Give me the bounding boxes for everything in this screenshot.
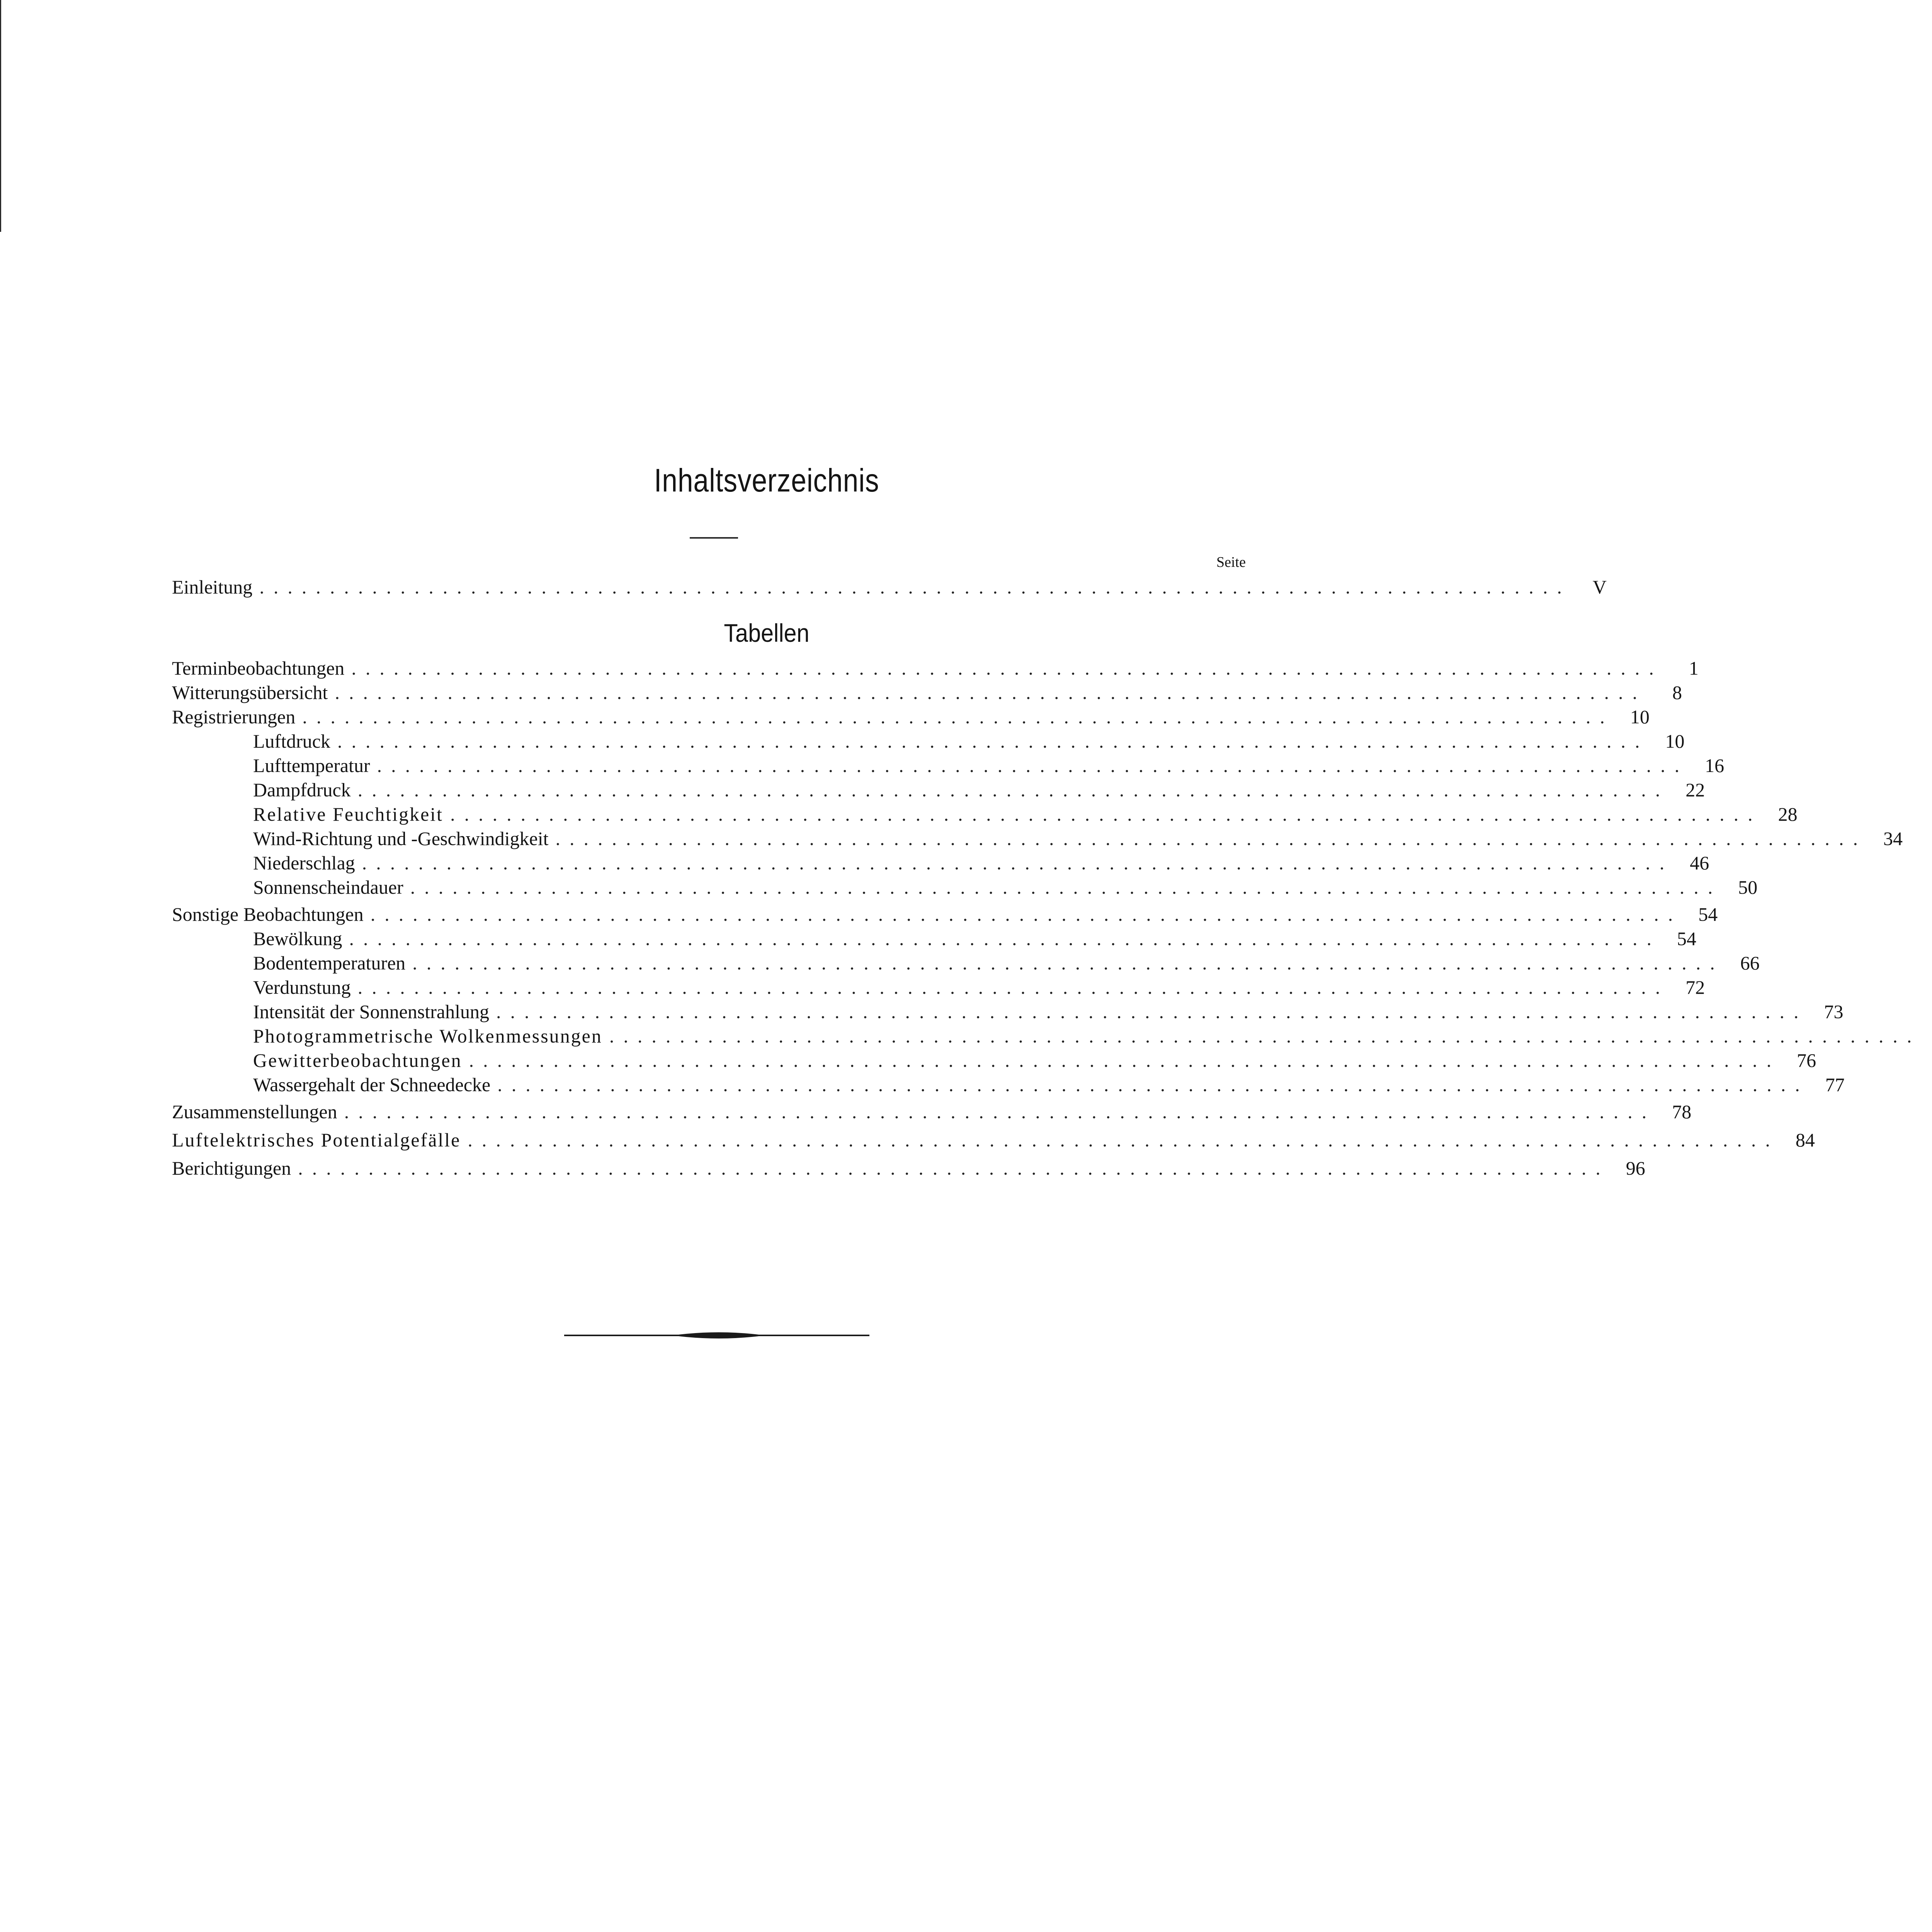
toc-entry-page: 96 [1626,1157,1645,1179]
toc-entry-label: Intensität der Sonnenstrahlung [253,1001,489,1022]
toc-subentry [253,754,1725,778]
toc-entry-label: Berichtigungen [172,1157,291,1179]
toc-entry-page: 34 [1883,828,1903,849]
toc-entry-label: Niederschlag [253,852,355,874]
toc-entry [172,657,1699,681]
title-rule [690,537,738,539]
toc-entry-page: V [1592,576,1607,598]
toc-subentry [253,852,1709,876]
toc-entry-page: 66 [1740,952,1760,974]
toc-entry-page: 54 [1698,903,1718,925]
toc-entry-label: Luftdruck [253,730,330,752]
toc-entry-label: Wassergehalt der Schneedecke [253,1074,491,1095]
toc-entry [172,681,1682,705]
leader-dots: ............................................................................................. [344,1101,1656,1122]
toc-entry-label: Verdunstung [253,976,351,998]
leader-dots: ............................................................................................. [555,828,1867,849]
page-column-label: Seite [1216,554,1246,570]
toc-entry-page: 73 [1824,1001,1844,1022]
scan-edge-mark [0,0,1,232]
leader-dots: ............................................................................................. [357,779,1670,801]
leader-dots: ............................................................................................. [349,928,1661,949]
toc-entry-page [1925,1025,1932,1047]
toc-entry-page: 84 [1795,1129,1815,1151]
toc-entry-label: Wind-Richtung und -Geschwindigkeit [253,828,549,849]
toc-subentry [253,952,1760,976]
leader-dots: ............................................................................................. [410,876,1722,898]
leader-dots: ............................................................................................. [497,1074,1809,1095]
toc-entry-label: Bodentemperaturen [253,952,406,974]
toc-subentry [253,1000,1844,1024]
leader-dots: ............................................................................................. [609,1025,1921,1047]
toc-entry-label: Witterungsübersicht [172,682,328,703]
leader-dots: ............................................................................................. [298,1157,1610,1179]
toc-entry-page: 76 [1797,1049,1816,1071]
leader-dots: ............................................................................................. [377,755,1689,776]
toc-subentry [253,927,1697,951]
leader-dots: ............................................................................................. [362,852,1674,874]
toc-entry-label: Einleitung [172,576,253,598]
toc-subentry [253,876,1758,900]
toc-entry [172,903,1718,927]
leader-dots: ............................................................................................. [496,1001,1808,1022]
toc-entry-page: 46 [1690,852,1709,874]
section-title-tabellen: Tabellen [724,619,810,647]
toc-entry [172,1157,1645,1181]
toc-entry-label: Luftelektrisches Potentialgefälle [172,1129,461,1151]
toc-entry-label: Gewitterbeobachtungen [253,1049,462,1071]
page-title: Inhaltsverzeichnis [654,462,879,498]
toc-entry-einleitung [172,576,1607,600]
toc-entry-page: 8 [1672,682,1682,703]
leader-dots: ............................................................................................. [302,706,1614,728]
toc-entry-page: 50 [1738,876,1758,898]
toc-entry-label: Sonstige Beobachtungen [172,903,364,925]
toc-subentry [253,1049,1816,1073]
toc-entry-label: Relative Feuchtigkeit [253,803,444,825]
leader-dots: ............................................................................................. [412,952,1724,974]
toc-subentry [253,1073,1845,1097]
toc-entry-label: Dampfdruck [253,779,351,801]
leader-dots: ............................................................................................. [370,903,1682,925]
toc-subentry [253,1025,1921,1049]
toc-subentry [253,827,1903,851]
leader-dots: ............................................................................................. [259,576,1571,598]
toc-entry-page: 1 [1689,657,1699,679]
toc-entry-label: Zusammenstellungen [172,1101,337,1122]
toc-entry-page: 16 [1705,755,1725,776]
toc-entry [172,1100,1692,1124]
leader-dots: ............................................................................................. [450,803,1762,825]
leader-dots: ............................................................................................. [468,1129,1779,1151]
toc-entry-label: Terminbeobachtungen [172,657,345,679]
leader-dots: ............................................................................................. [351,657,1663,679]
toc-entry-label: Sonnenscheindauer [253,876,403,898]
toc-entry-page: 78 [1672,1101,1692,1122]
toc-subentry [253,976,1705,1000]
toc-entry [172,1129,1815,1153]
toc-entry-page: 54 [1677,928,1697,949]
toc-entry [172,706,1650,730]
leader-dots: ............................................................................................. [337,730,1649,752]
toc-entry-page: 77 [1825,1074,1845,1095]
toc-entry-page: 10 [1665,730,1685,752]
leader-dots: ............................................................................................. [335,682,1646,703]
toc-entry-label: Bewölkung [253,928,342,949]
toc-entry-label: Photogrammetrische Wolkenmessungen [253,1025,602,1047]
toc-entry-page: 10 [1630,706,1650,728]
leader-dots: ............................................................................................. [357,976,1670,998]
leader-dots: ............................................................................................. [469,1049,1781,1071]
toc-entry-label: Lufttemperatur [253,755,370,776]
toc-entry-page: 22 [1685,779,1705,801]
toc-subentry [253,803,1798,827]
end-ornament-rule [564,1328,873,1343]
toc-entry-label: Registrierungen [172,706,296,728]
toc-entry-page: 72 [1685,976,1705,998]
toc-subentry [253,730,1685,754]
toc-subentry [253,779,1705,803]
toc-entry-page: 28 [1778,803,1798,825]
